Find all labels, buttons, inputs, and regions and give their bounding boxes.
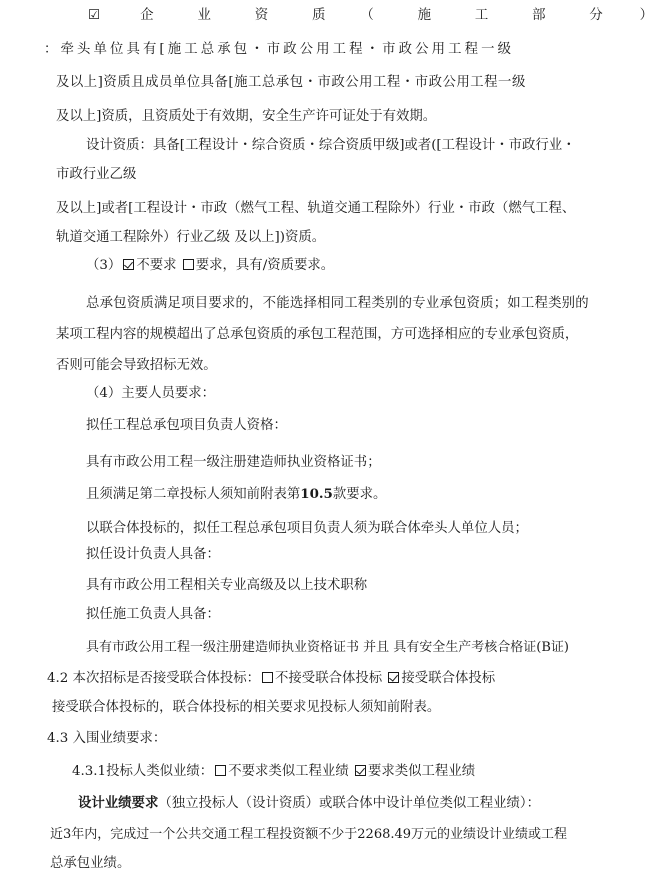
text-line: 拟任设计负责人具备： xyxy=(86,547,220,562)
option-label: 不要求类似工程业绩 xyxy=(228,764,349,779)
option-label: 不要求 xyxy=(136,258,177,273)
text-line: 拟任施工负责人具备： xyxy=(86,607,220,622)
text-line: 设计资质：具备[工程设计・综合资质・综合资质甲级]或者([工程设计・市政行业・ xyxy=(86,138,576,153)
design-performance-heading: 设计业绩要求 xyxy=(78,795,159,811)
header-char: ） xyxy=(639,8,654,23)
header-char: 质 xyxy=(312,8,326,23)
text-fragment: ，具有/资质要求。 xyxy=(222,258,335,273)
text-fragment: 4.3.1投标人类似业绩： xyxy=(72,764,214,779)
header-char: （ xyxy=(360,8,374,23)
option-label: 要求 xyxy=(195,258,223,273)
checkbox-unchecked-icon[interactable] xyxy=(215,765,226,776)
text-line: 否则可能会导致招标无效。 xyxy=(56,358,217,373)
line-4-2-consortium xyxy=(47,672,495,685)
option-label: 不接受联合体投标 xyxy=(275,671,383,686)
text-line: 总承包业绩。 xyxy=(50,856,131,871)
text-line: 以联合体投标的，拟任工程总承包项目负责人须为联合体牵头人单位人员； xyxy=(86,521,528,536)
option-label: 接受联合体投标 xyxy=(401,671,496,686)
header-char: 工 xyxy=(474,8,489,23)
header-char: 分 xyxy=(589,8,603,23)
text-line: 某项工程内容的规模超出了总承包资质的承包工程范围，方可选择相应的专业承包资质， xyxy=(56,327,579,342)
line-10-5-requirement xyxy=(86,488,386,501)
line-4-3-1-similar-performance xyxy=(72,765,475,778)
header-char: 企 xyxy=(140,8,154,23)
header-char: 施 xyxy=(417,8,431,23)
text-line: 及以上]或者[工程设计・市政（燃气工程、轨道交通工程除外）行业・市政（燃气工程、 xyxy=(56,201,576,216)
text-line: 拟任工程总承包项目负责人资格： xyxy=(86,418,287,433)
clause-number: 10.5 xyxy=(300,486,333,502)
checkbox-checked-icon[interactable] xyxy=(123,259,134,270)
checkbox-checked-icon[interactable] xyxy=(355,765,366,776)
checkbox-unchecked-icon[interactable] xyxy=(183,259,194,270)
text-line: 及以上]资质且成员单位具备[施工总承包・市政公用工程・市政公用工程一级 xyxy=(56,75,526,90)
text-line: （4）主要人员要求： xyxy=(86,386,216,401)
text-fragment: 且须满足第二章投标人须知前附表第 xyxy=(86,487,301,502)
text-fragment: 款要求。 xyxy=(332,487,387,502)
section-header-enterprise-qualification xyxy=(88,9,654,22)
text-line: 近3年内，完成过一个公共交通工程工程投资额不少于2268.49万元的业绩设计业绩或工程 xyxy=(50,827,568,842)
header-char: 部 xyxy=(532,8,546,23)
text-line: 具有市政公用工程一级注册建造师执业资格证书； xyxy=(86,455,381,470)
option-label: 要求类似工程业绩 xyxy=(367,764,476,779)
header-char: 资 xyxy=(254,8,269,23)
text-line: 4.3 入围业绩要求： xyxy=(47,731,167,746)
text-line: 总承包资质满足项目要求的，不能选择相同工程类别的专业承包资质；如工程类别的 xyxy=(86,296,589,311)
item-number: （3） xyxy=(86,258,122,273)
text-line: 轨道交通工程除外）行业乙级 及以上])资质。 xyxy=(56,230,326,245)
header-char: 业 xyxy=(197,8,211,23)
text-fragment: （独立投标人（设计资质）或联合体中设计单位类似工程业绩）： xyxy=(158,796,540,811)
line-design-performance xyxy=(78,797,540,810)
checkbox-checked-icon[interactable] xyxy=(388,672,399,683)
text-line: 具有市政公用工程相关专业高级及以上技术职称 xyxy=(86,578,368,593)
line-item-3-qualification xyxy=(86,259,334,272)
text-line: 具有市政公用工程一级注册建造师执业资格证书 并且 具有安全生产考核合格证(B证) xyxy=(86,640,569,655)
text-fragment: 4.2 本次招标是否接受联合体投标： xyxy=(47,671,261,686)
header-checkbox-icon: ☑ xyxy=(88,8,101,23)
checkbox-unchecked-icon[interactable] xyxy=(262,672,273,683)
text-line: 接受联合体投标的，联合体投标的相关要求见投标人须知前附表。 xyxy=(52,700,441,715)
text-line: 市政行业乙级 xyxy=(56,167,137,182)
text-line: ：牵头单位具有[施工总承包・市政公用工程・市政公用工程一级 xyxy=(44,42,515,57)
text-line: 及以上]资质，且资质处于有效期，安全生产许可证处于有效期。 xyxy=(56,109,437,124)
